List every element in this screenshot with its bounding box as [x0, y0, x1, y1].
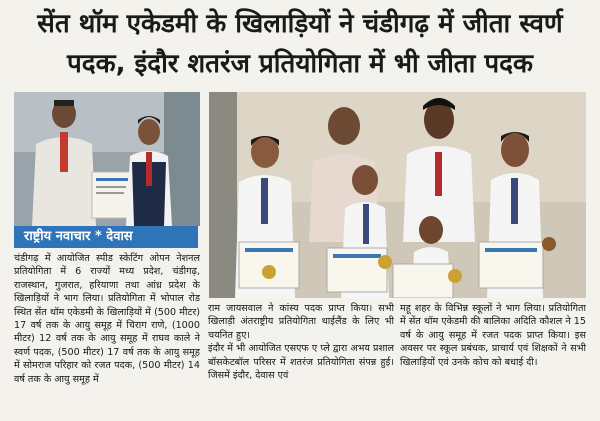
article-column-2: राम जायसवाल ने कांस्य पदक प्राप्त किया। सभी खिलाड़ी अंतराष्ट्रीय प्रतियोगिता थाईलैंड के लिए भी चयनित हुए। इंदौर में भी आयोजित एसएफ ए प्ले द्वारा अभय प्रशाल बॉसकेटबॉल परिसर में शतरंज प्रतियोगिता संपन्न हुई। जिसमें इंदौर, देवास एवं — [208, 303, 394, 382]
photo-chess-winner — [14, 92, 200, 226]
headline-line-1: सेंत थॉम एकेडमी के खिलाड़ियों ने चंडीगढ़ में जीता स्वर्ण — [37, 9, 563, 39]
photo-skating-team — [209, 92, 586, 298]
article-column-3: महू शहर के विभिन्न स्कूलों ने भाग लिया। प्रतियोगिता में सेंत थॉम एकेडमी की बालिका अदिति कौशल ने 15 वर्ष के आयु समूह में रजत पदक प्राप्त किया। इस अवसर पर स्कूल प्रबंधक, प्राचार्य एवं शिक्षकों ने सभी खिलाड़ियों एवं उनके कोच को बधाई दी। — [400, 303, 586, 368]
photo-caption: राष्ट्रीय नवाचार * देवास — [14, 226, 198, 248]
headline — [0, 0, 600, 88]
article-column-1: चंडीगढ़ में आयोजित स्पीड स्केटिंग ओपन नेशनल प्रतियोगिता में 6 राज्यों मध्य प्रदेश, चंडीगढ़, राजस्थान, गुजरात, हरियाणा तथा आंध्र प्रदेश के खिलाड़ियों ने भाग लिया। प्रतियोगिता में भोपाल रोड स्थित सेंत थॉम एकेडमी के खिलाड़ियों में (500 मीटर) 17 वर्ष तक के आयु समूह में चिराग राणे, (1000 मीटर) 12 वर्ष तक के आयु समूह में राघव काले ने स्वर्ण पदक, (500 मीटर) 17 वर्ष तक के आयु समूह में सोमराज परिहार को रजत पदक, (500 मीटर) 14 वर्ष तक के आयु समूह में — [14, 253, 200, 385]
headline-line-2: पदक, इंदौर शतरंज प्रतियोगिता में भी जीता पदक — [67, 49, 533, 79]
